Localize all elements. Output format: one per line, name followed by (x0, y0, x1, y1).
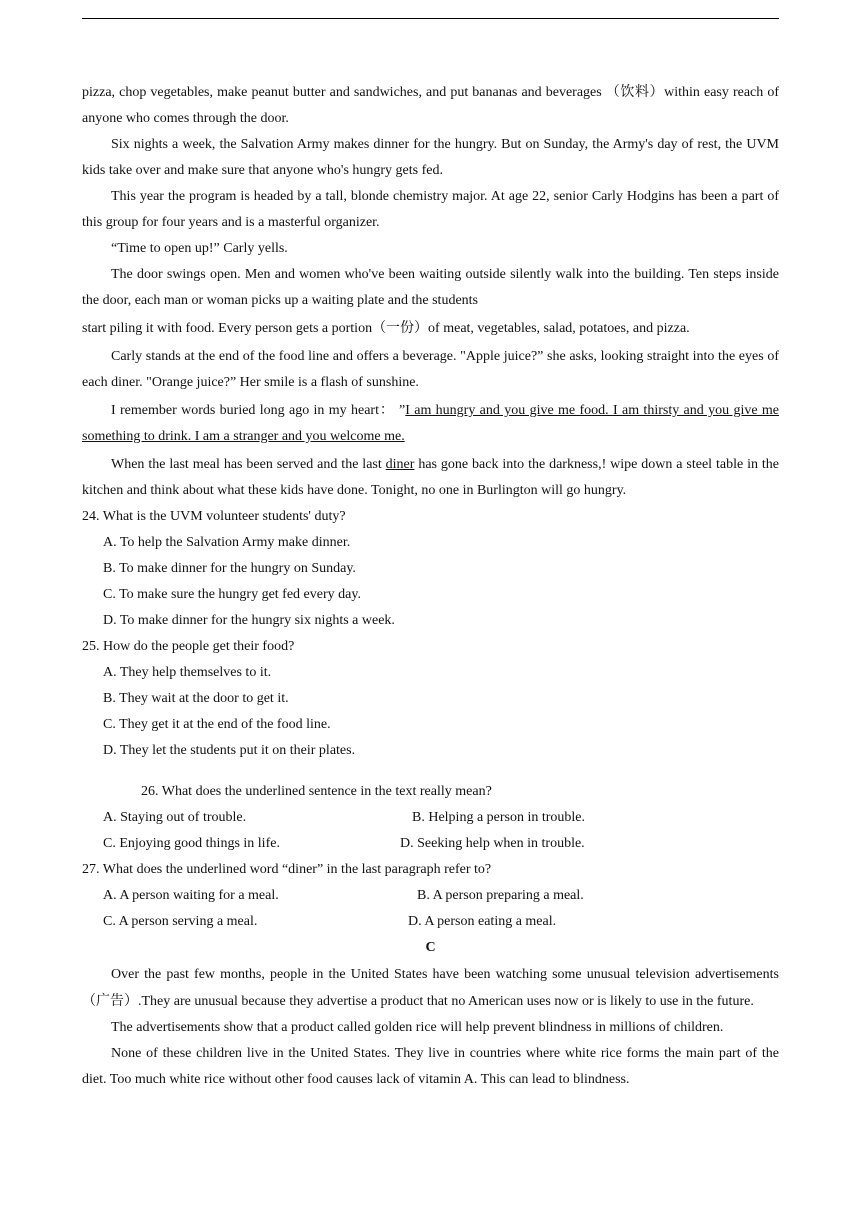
question-stem: 25. How do the people get their food? (82, 639, 295, 654)
question-stem: 24. What is the UVM volunteer students' duty? (82, 509, 346, 524)
option-row (82, 883, 779, 909)
option: B. To make dinner for the hungry on Sunday. (103, 561, 356, 576)
paragraph: None of these children live in the United States. They live in countries where white rice forms the main part of the diet. Too much white rice without other food causes lack of vitamin A. This can lead to blindness. (82, 1046, 779, 1087)
option: A. A person waiting for a meal. (103, 888, 279, 903)
option: A. They help themselves to it. (103, 665, 272, 680)
paragraph: “Time to open up!” Carly yells. (111, 241, 288, 256)
option: D. They let the students put it on their plates. (103, 743, 356, 758)
paragraph: The advertisements show that a product called golden rice will help prevent blindness in millions of children. (111, 1020, 724, 1035)
option: A. To help the Salvation Army make dinner. (103, 535, 351, 550)
paragraph (82, 452, 779, 504)
document-body (82, 80, 779, 1093)
question-stem: 26. What does the underlined sentence in the text really mean? (141, 784, 492, 799)
paragraph-line: start piling it with food. Every person gets a portion（一份）of meat, vegetables, salad, potatoes, and pizza. (82, 321, 690, 336)
option: C. They get it at the end of the food line. (103, 717, 331, 732)
paragraph-text: The door swings open. Men and women who've been waiting outside silently walk into the building. Ten steps inside the door, each man or woman picks up a waiting plate and the students (82, 267, 779, 308)
question-stem: 27. What does the underlined word “diner” in the last paragraph refer to? (82, 862, 492, 877)
underlined-word: diner (385, 457, 415, 472)
option: B. Helping a person in trouble. (412, 810, 586, 825)
header-rule (82, 18, 779, 19)
option: B. They wait at the door to get it. (103, 691, 289, 706)
paragraph (82, 398, 779, 450)
paragraph: Over the past few months, people in the United States have been watching some unusual television advertisements （广告）.They are unusual because they advertise a product that no American uses now or is likely to use in the future. (82, 967, 779, 1009)
paragraph: Carly stands at the end of the food line and offers a beverage. "Apple juice?” she asks, looking straight into the eyes of each diner. "Orange juice?” Her smile is a flash of sunshine. (82, 349, 779, 390)
option: C. To make sure the hungry get fed every day. (103, 587, 361, 602)
option: C. A person serving a meal. (103, 914, 258, 929)
option: C. Enjoying good things in life. (103, 836, 280, 851)
option: D. A person eating a meal. (408, 914, 557, 929)
paragraph-text: When the last meal has been served and the last (111, 457, 386, 472)
option-row (82, 909, 779, 935)
option: B. A person preparing a meal. (417, 888, 584, 903)
option: D. To make dinner for the hungry six nights a week. (103, 613, 395, 628)
paragraph: Six nights a week, the Salvation Army makes dinner for the hungry. But on Sunday, the Army's day of rest, the UVM kids take over and make sure that anyone who's hungry gets fed. (82, 137, 779, 178)
section-heading: C (425, 940, 436, 955)
paragraph-text: has gone back into the darkness,! wipe down a steel table in the kitchen and think about what these kids have done. Tonight, no one in Burlington will go hungry. (82, 457, 779, 498)
underlined-sentence: I am hungry and you give me food. I am thirsty and you give me something to drink. I am a stranger and you welcome me. (82, 403, 779, 444)
option-row (82, 831, 779, 857)
paragraph: This year the program is headed by a tall, blonde chemistry major. At age 22, senior Carly Hodgins has been a part of this group for four years and is a masterful organizer. (82, 189, 779, 230)
option-row (82, 805, 779, 831)
paragraph (82, 262, 779, 314)
option: A. Staying out of trouble. (103, 810, 247, 825)
option: D. Seeking help when in trouble. (400, 836, 585, 851)
paragraph-continued: pizza, chop vegetables, make peanut butter and sandwiches, and put bananas and beverages （饮料）within easy reach of anyone who comes through the door. (82, 85, 779, 126)
paragraph-text: I remember words buried long ago in my heart： ” (111, 403, 406, 418)
